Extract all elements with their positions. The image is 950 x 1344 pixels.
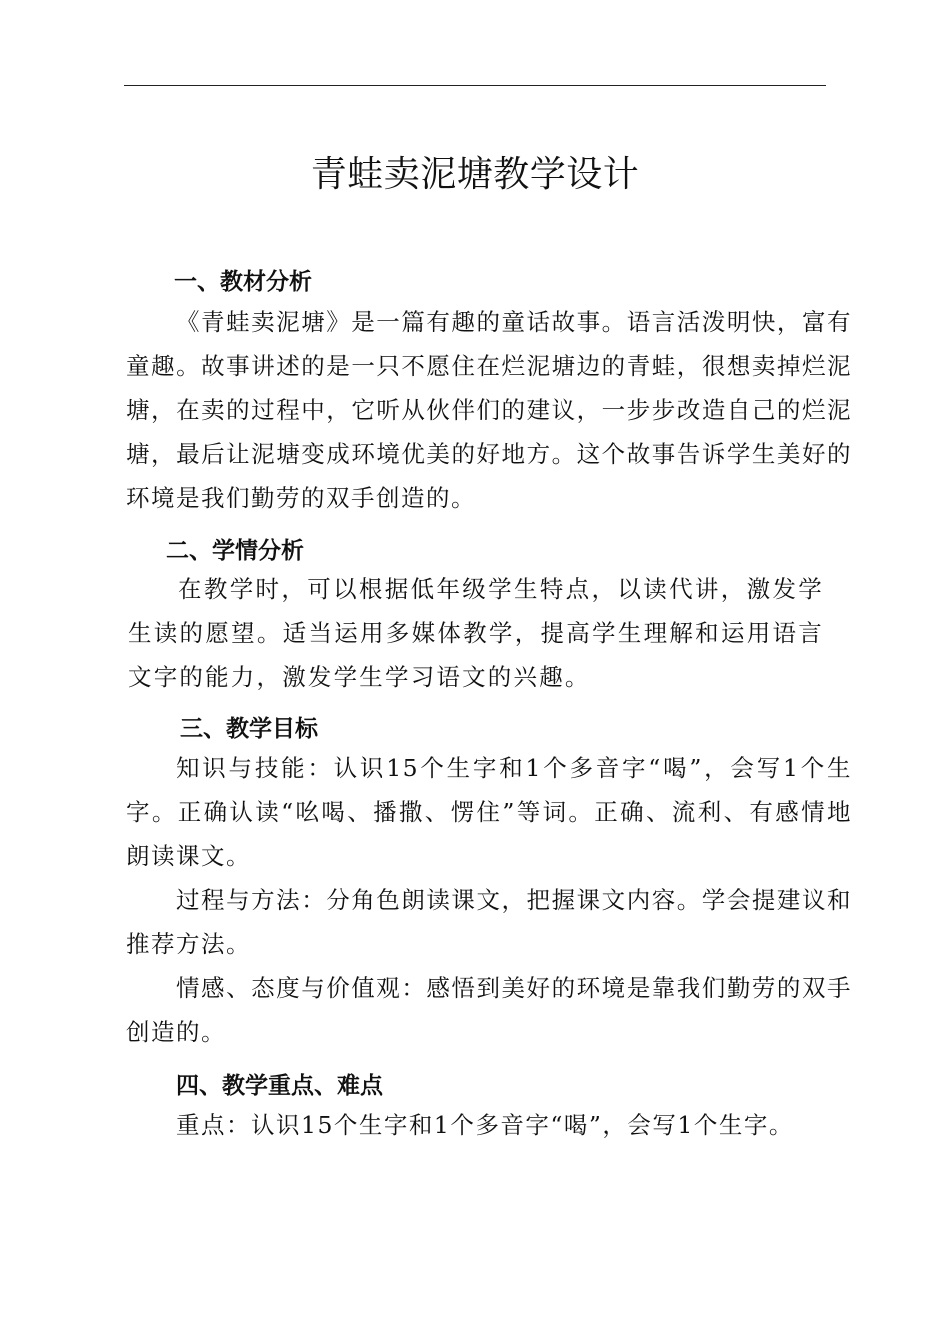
header-rule [124, 85, 826, 86]
document-title: 青蛙卖泥塘教学设计 [310, 154, 640, 195]
paragraph-student-analysis: 在教学时，可以根据低年级学生特点，以读代讲，激发学生读的愿望。适当运用多媒体教学，提高学生理解和运用语言文字的能力，激发学生学习语文的兴趣。 [128, 575, 824, 691]
paragraph-knowledge-skills: 知识与技能：认识15个生字和1个多音字“喝”，会写1个生字。正确认读“吆喝、播撒、愣住”等词。正确、流利、有感情地朗读课文。 [126, 754, 852, 870]
paragraph-emotions-values: 情感、态度与价值观：感悟到美好的环境是靠我们勤劳的双手创造的。 [126, 974, 852, 1046]
section-heading-teaching-goals: 三、教学目标 [180, 716, 318, 742]
section-heading-key-points: 四、教学重点、难点 [176, 1073, 383, 1099]
paragraph-key-points: 重点：认识15个生字和1个多音字“喝”，会写1个生字。 [176, 1111, 794, 1139]
paragraph-process-methods: 过程与方法：分角色朗读课文，把握课文内容。学会提建议和推荐方法。 [126, 886, 852, 958]
section-heading-student-analysis: 二、学情分析 [166, 538, 304, 564]
section-heading-textbook-analysis: 一、教材分析 [174, 269, 312, 295]
paragraph-textbook-analysis: 《青蛙卖泥塘》是一篇有趣的童话故事。语言活泼明快，富有童趣。故事讲述的是一只不愿住在烂泥塘边的青蛙，很想卖掉烂泥塘，在卖的过程中，它听从伙伴们的建议，一步步改造自己的烂泥塘，最后让泥塘变成环境优美的好地方。这个故事告诉学生美好的环境是我们勤劳的双手创造的。 [126, 308, 852, 512]
